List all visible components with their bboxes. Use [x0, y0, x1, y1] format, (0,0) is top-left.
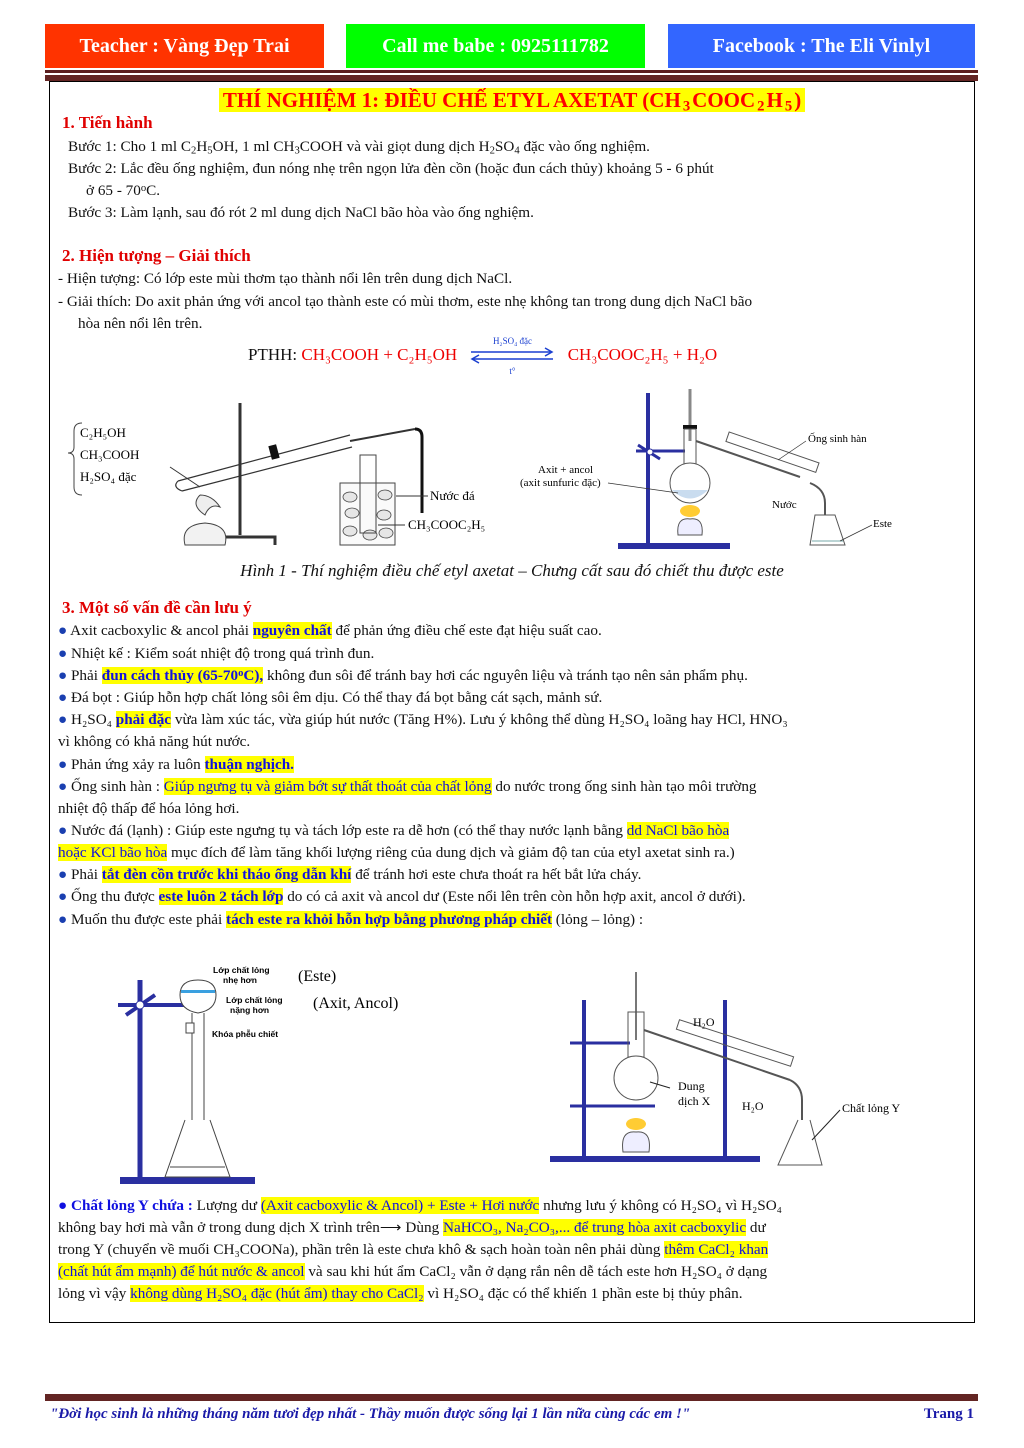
- note-concentrated-acid-cont: vì không có khả năng hút nước.: [58, 733, 251, 750]
- liquid-y-line4: (chất hút ẩm mạnh) để hút nước & ancol và sau khi hút ẩm CaCl₂ vẫn ở dạng rắn nên dễ tách este hơn H₂SO₄ ở dạng: [58, 1263, 768, 1280]
- liquid-y-line3: trong Y (chuyển về muối CH₃COONa), phần trên là este chưa khô & sạch hoàn toàn nên phải dùng thêm CaCl₂ khan: [58, 1241, 769, 1258]
- note-concentrated-acid: ● H₂SO₄ phải đặc vừa làm xúc tác, vừa giúp hút nước (Tăng H%). Lưu ý không thể dùng H₂SO₄ loãng hay HCl, HNO₃: [58, 711, 788, 728]
- label-ester-note: (Este): [298, 968, 337, 985]
- label-h2o-out: H₂O: [693, 1015, 715, 1029]
- note-turn-off-lamp: ● Phải tắt đèn cồn trước khi tháo ống dẫn khí để tránh hơi este chưa thoát ra hết bắt lửa cháy.: [58, 866, 642, 883]
- reversible-arrow: H₂SO₄ đặc t°: [469, 346, 555, 366]
- teacher-badge: [45, 24, 324, 68]
- distillation-x-y-diagram: [540, 960, 940, 1180]
- label-solution-x-2: dịch X: [678, 1094, 711, 1108]
- label-funnel-valve: Khóa phễu chiết: [212, 1029, 279, 1039]
- page-title: THÍ NGHIỆM 1: ĐIỀU CHẾ ETYL AXETAT (CH $_3$COOC $_2$H $_5$): [0, 88, 1024, 113]
- label-liquid-y: Chất lỏng Y: [842, 1101, 901, 1115]
- equilibrium-arrow-icon: [469, 346, 555, 366]
- page-number: Trang 1: [923, 1406, 974, 1422]
- label-h2o-in: H₂O: [742, 1099, 764, 1113]
- label-ester: Este: [873, 518, 892, 530]
- facebook-label: Facebook : The Eli Vinlyl: [712, 34, 931, 57]
- phone-label: Call me babe : 0925111782: [382, 34, 609, 57]
- teacher-label: Teacher : Vàng Đẹp Trai: [79, 34, 290, 57]
- label-light-layer-2: nhẹ hơn: [223, 975, 257, 985]
- note-condenser: ● Ống sinh hàn : Giúp ngưng tụ và giảm bớt sự thất thoát của chất lỏng do nước trong ống sinh hàn tạo môi trường: [58, 778, 757, 795]
- explain-line1: - Giải thích: Do axit phản ứng với ancol tạo thành este có mùi thơm, este nhẹ không tan trong dung dịch NaCl bão: [58, 293, 753, 310]
- label-acid-alcohol: Axit + ancol: [538, 464, 594, 476]
- section2-heading: 2. Hiện tượng – Giải thích: [62, 246, 251, 265]
- phenomenon: - Hiện tượng: Có lớp este mùi thơm tạo thành nổi lên trên dung dịch NaCl.: [58, 270, 513, 287]
- footer-quote: "Đời học sinh là những tháng năm tươi đẹp nhất - Thầy muốn được sống lại 1 lần nữa cùng các em !": [50, 1406, 691, 1422]
- reaction-equation: PTHH: CH₃COOH + C₂H₅OH H₂SO₄ đặc t° CH₃COOC₂H₅ + H₂O: [248, 336, 718, 377]
- step3: Bước 3: Làm lạnh, sau đó rót 2 ml dung dịch NaCl bão hòa vào ống nghiệm.: [68, 204, 534, 221]
- note-condenser-cont: nhiệt độ thấp để hóa lỏng hơi.: [58, 800, 240, 817]
- explain-line2: hòa nên nổi lên trên.: [78, 315, 203, 332]
- note-ice-cont: hoặc KCl bão hòa mục đích để làm tăng khối lượng riêng của dung dịch và giảm độ tan của etyl axetat sinh ra.): [58, 844, 735, 861]
- note-water-bath: ● Phải đun cách thủy (65-70$^o$C), không đun sôi để tránh bay hơi các nguyên liệu và tránh tạo nên sản phẩm phụ.: [58, 667, 748, 684]
- note-ice: ● Nước đá (lạnh) : Giúp este ngưng tụ và tách lớp este ra dễ hơn (có thể thay nước lạnh bằng dd NaCl bão hòa: [58, 822, 730, 839]
- liquid-y-line5: lỏng vì vậy không dùng H₂SO₄ đặc (hút ẩm) thay cho CaCl₂ vì H₂SO₄ đặc có thể khiến 1 phần este bị thủy phân.: [58, 1285, 743, 1302]
- label-heavy-layer-2: nặng hơn: [230, 1005, 270, 1015]
- section3-heading: 3. Một số vấn đề cần lưu ý: [62, 598, 252, 617]
- reagent-h2so4: H₂SO₄ đặc: [80, 469, 137, 484]
- label-heavy-layer-1: Lớp chất lỏng: [226, 995, 283, 1005]
- label-water: Nước: [772, 499, 797, 511]
- reagent-acetic: CH₃COOH: [80, 447, 140, 462]
- label-ethyl-acetate: CH₃COOC₂H₅: [408, 517, 486, 532]
- note-boiling-chips: ● Đá bọt : Giúp hỗn hợp chất lỏng sôi êm dịu. Có thể thay đá bọt bằng cát sạch, mảnh sứ.: [58, 689, 603, 706]
- section1-heading: 1. Tiến hành: [62, 113, 153, 132]
- label-solution-x-1: Dung: [678, 1079, 705, 1093]
- label-light-layer-1: Lớp chất lỏng: [213, 965, 270, 975]
- label-ice-water: Nước đá: [430, 488, 475, 503]
- step2-line2: ở 65 - 70$^o$C.: [86, 182, 161, 199]
- footer-rule: [45, 1394, 978, 1401]
- liquid-y-line1: ● Chất lỏng Y chứa : Lượng dư (Axit cacboxylic & Ancol) + Este + Hơi nước nhưng lưu ý không có H₂SO₄ vì H₂SO₄: [58, 1197, 782, 1214]
- step1: Bước 1: Cho 1 ml $C_2H_5OH$, 1 ml $CH_3COOH$ và vài giọt dung dịch $H_2SO_4$ đặc vào ống nghiệm.: [68, 138, 650, 157]
- phone-badge: [346, 24, 645, 68]
- separatory-funnel-diagram: [100, 955, 440, 1185]
- header-rule-thin: [45, 70, 978, 73]
- figure1-testtube-diagram: [60, 395, 520, 555]
- note-thermometer: ● Nhiệt kế : Kiểm soát nhiệt độ trong quá trình đun.: [58, 645, 375, 662]
- reagent-ethanol: C₂H₅OH: [80, 425, 126, 440]
- figure1-caption: Hình 1 - Thí nghiệm điều chế etyl axetat – Chưng cất sau đó chiết thu được este: [240, 561, 784, 580]
- label-condenser: Ống sinh hàn: [808, 433, 867, 445]
- liquid-y-line2: không bay hơi mà vẫn ở trong dung dịch X trình trên⟶ Dùng NaHCO₃, Na₂CO₃,... để trung hòa axit cacboxylic dư: [58, 1219, 766, 1236]
- note-extraction: ● Muốn thu được este phải tách este ra khỏi hỗn hợp bằng phương pháp chiết (lỏng – lỏng) :: [58, 911, 644, 928]
- label-sulfuric: (axit sunfuric đặc): [520, 477, 601, 489]
- label-acid-alcohol-note: (Axit, Ancol): [313, 995, 399, 1012]
- note-two-layers: ● Ống thu được este luôn 2 tách lớp do có cả axit và ancol dư (Este nổi lên trên còn hỗn hợp axit, ancol ở dưới).: [58, 888, 746, 905]
- note-reversible: ● Phản ứng xảy ra luôn thuận nghịch.: [58, 756, 294, 773]
- step2-line1: Bước 2: Lắc đều ống nghiệm, đun nóng nhẹ trên ngọn lửa đèn cồn (hoặc đun cách thủy) khoảng 5 - 6 phút: [68, 160, 714, 177]
- note-pure: ● Axit cacboxylic & ancol phải nguyên chất để phản ứng điều chế este đạt hiệu suất cao.: [58, 622, 602, 639]
- facebook-badge: [668, 24, 975, 68]
- figure1-distillation-diagram: [510, 385, 910, 555]
